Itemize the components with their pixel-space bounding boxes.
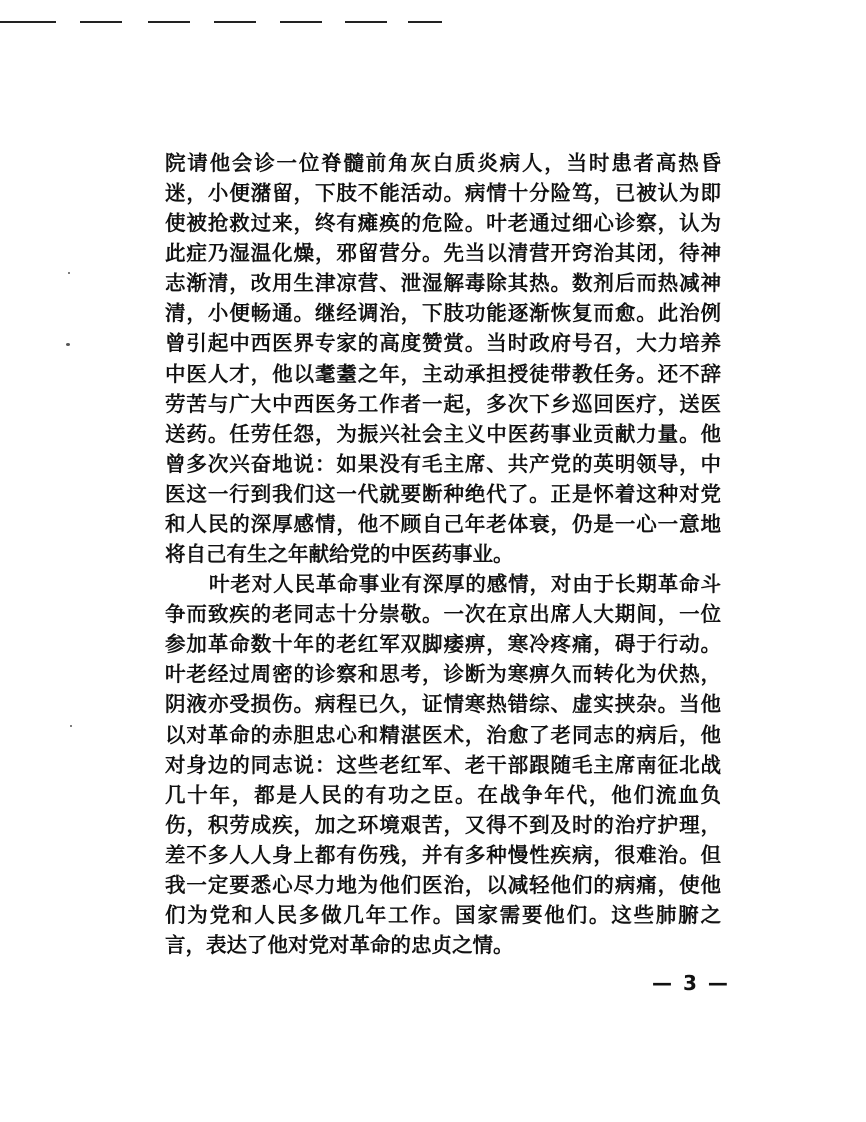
- page-number: — 3 —: [652, 971, 730, 995]
- scan-speck: [70, 725, 72, 727]
- text-line: 此症乃湿温化燥，邪留营分。先当以清营开窍治其闭，待神: [165, 241, 721, 266]
- header-dash: [214, 21, 256, 23]
- text-line: 曾引起中西医界专家的高度赞赏。当时政府号召，大力培养: [165, 331, 721, 356]
- text-line: 劳苦与广大中西医务工作者一起，多次下乡巡回医疗，送医: [165, 391, 721, 416]
- text-line: 以对革命的赤胆忠心和精湛医术，治愈了老同志的病后，他: [165, 722, 721, 747]
- text-line: 言，表达了他对党对革命的忠贞之情。: [165, 933, 514, 958]
- text-line: 们为党和人民多做几年工作。国家需要他们。这些肺腑之: [165, 903, 721, 927]
- text-line: 阴液亦受损伤。病程已久，证情寒热错综、虚实挟杂。当他: [165, 692, 721, 717]
- header-dash: [280, 21, 322, 23]
- text-line: 争而致疾的老同志十分崇敬。一次在京出席人大期间，一位: [165, 602, 721, 627]
- text-line: 几十年，都是人民的有功之臣。在战争年代，他们流血负: [165, 782, 721, 807]
- text-line: 送药。任劳任怨，为振兴社会主义中医药事业贡献力量。他: [165, 421, 721, 446]
- text-line: 中医人才，他以耄耋之年，主动承担授徒带教任务。还不辞: [165, 361, 721, 386]
- header-dash: [408, 21, 442, 23]
- header-dash: [345, 21, 387, 23]
- text-line: 清，小便畅通。继经调治，下肢功能逐渐恢复而愈。此治例: [165, 301, 721, 326]
- text-line: 对身边的同志说：这些老红军、老干部跟随毛主席南征北战: [165, 752, 721, 777]
- text-line: 医这一行到我们这一代就要断种绝代了。正是怀着这种对党: [165, 481, 721, 506]
- text-line: 伤，积劳成疾，加之环境艰苦，又得不到及时的治疗护理，: [165, 812, 721, 837]
- scan-speck: [66, 343, 70, 346]
- text-line: 使被抢救过来，终有瘫痪的危险。叶老通过细心诊察，认为: [165, 211, 721, 236]
- header-dash: [148, 21, 190, 23]
- text-line: 叶老经过周密的诊察和思考，诊断为寒痹久而转化为伏热，: [165, 662, 721, 687]
- header-dash: [80, 21, 122, 23]
- scan-speck: [68, 272, 70, 274]
- text-line: 迷，小便潴留，下肢不能活动。病情十分险笃，已被认为即: [165, 181, 721, 206]
- text-line: 差不多人人身上都有伤残，并有多种慢性疾病，很难治。但: [165, 842, 721, 867]
- text-line: 参加革命数十年的老红军双脚痿痹，寒冷疼痛，碍于行动。: [165, 632, 721, 657]
- text-line: 将自己有生之年献给党的中医药事业。: [165, 542, 514, 567]
- text-line: 院请他会诊一位脊髓前角灰白质炎病人，当时患者高热昏: [165, 151, 721, 175]
- text-line: 我一定要悉心尽力地为他们医治，以减轻他们的病痛，使他: [165, 872, 721, 897]
- text-line: 和人民的深厚感情，他不顾自己年老体衰，仍是一心一意地: [165, 511, 721, 536]
- text-line: 曾多次兴奋地说：如果没有毛主席、共产党的英明领导，中: [165, 451, 721, 476]
- text-line: 志渐清，改用生津凉营、泄湿解毒除其热。数剂后而热减神: [165, 271, 721, 296]
- header-dash: [0, 21, 56, 23]
- text-line: 叶老对人民革命事业有深厚的感情，对由于长期革命斗: [209, 572, 721, 597]
